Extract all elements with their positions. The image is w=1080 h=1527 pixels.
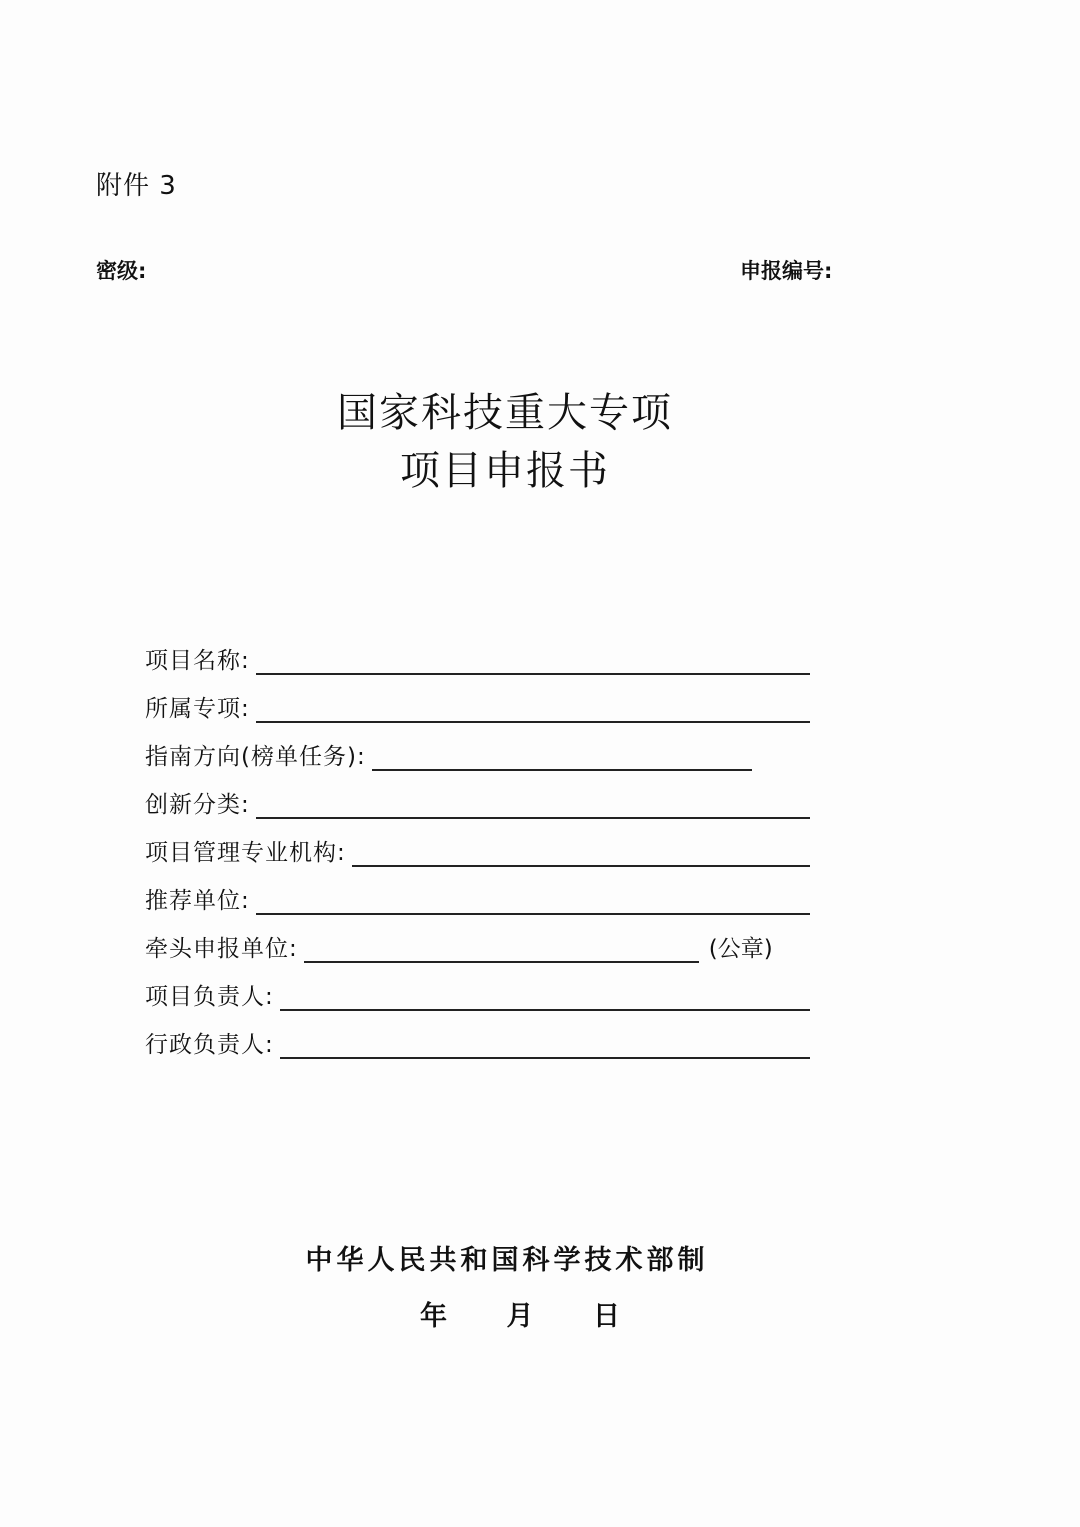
special-project-label: 所属专项: (145, 695, 250, 722)
secret-level-label: 密级: (96, 259, 147, 283)
project-leader-blank (280, 983, 810, 1011)
management-agency-blank (352, 839, 810, 867)
form-row-recommending-unit (145, 874, 810, 922)
form-row-administrative-leader (145, 1018, 810, 1066)
administrative-leader-label: 行政负责人: (145, 1031, 274, 1058)
date-line (420, 1294, 620, 1333)
application-form (145, 634, 810, 1066)
administrative-leader-blank (280, 1031, 810, 1059)
document-title-line2: 项目申报书 (400, 448, 610, 494)
issuer-name: 中华人民共和国科学技术部制 (305, 1245, 709, 1276)
form-row-project-name (145, 634, 810, 682)
form-row-project-leader (145, 970, 810, 1018)
lead-applicant-unit-label: 牵头申报单位: (145, 935, 298, 962)
special-project-blank (256, 695, 810, 723)
recommending-unit-blank (256, 887, 810, 915)
form-row-special-project (145, 682, 810, 730)
guide-direction-label: 指南方向(榜单任务): (145, 743, 366, 770)
attachment-label: 附件 3 (96, 171, 177, 201)
day-label: 日 (593, 1301, 620, 1332)
form-row-management-agency (145, 826, 810, 874)
form-row-lead-applicant-unit (145, 922, 810, 970)
official-seal-label: (公章) (708, 935, 773, 962)
lead-applicant-unit-blank (304, 935, 699, 963)
project-name-label: 项目名称: (145, 647, 250, 674)
project-name-blank (256, 647, 810, 675)
application-number-label: 申报编号: (740, 259, 833, 283)
month-label: 月 (506, 1301, 534, 1332)
document-title-line1: 国家科技重大专项 (337, 390, 673, 436)
project-leader-label: 项目负责人: (145, 983, 274, 1010)
innovation-category-label: 创新分类: (145, 791, 250, 818)
form-row-innovation-category (145, 778, 810, 826)
form-row-guide-direction (145, 730, 810, 778)
management-agency-label: 项目管理专业机构: (145, 839, 346, 866)
recommending-unit-label: 推荐单位: (145, 887, 250, 914)
guide-direction-blank (372, 743, 752, 771)
year-label: 年 (420, 1301, 447, 1332)
innovation-category-blank (256, 791, 810, 819)
